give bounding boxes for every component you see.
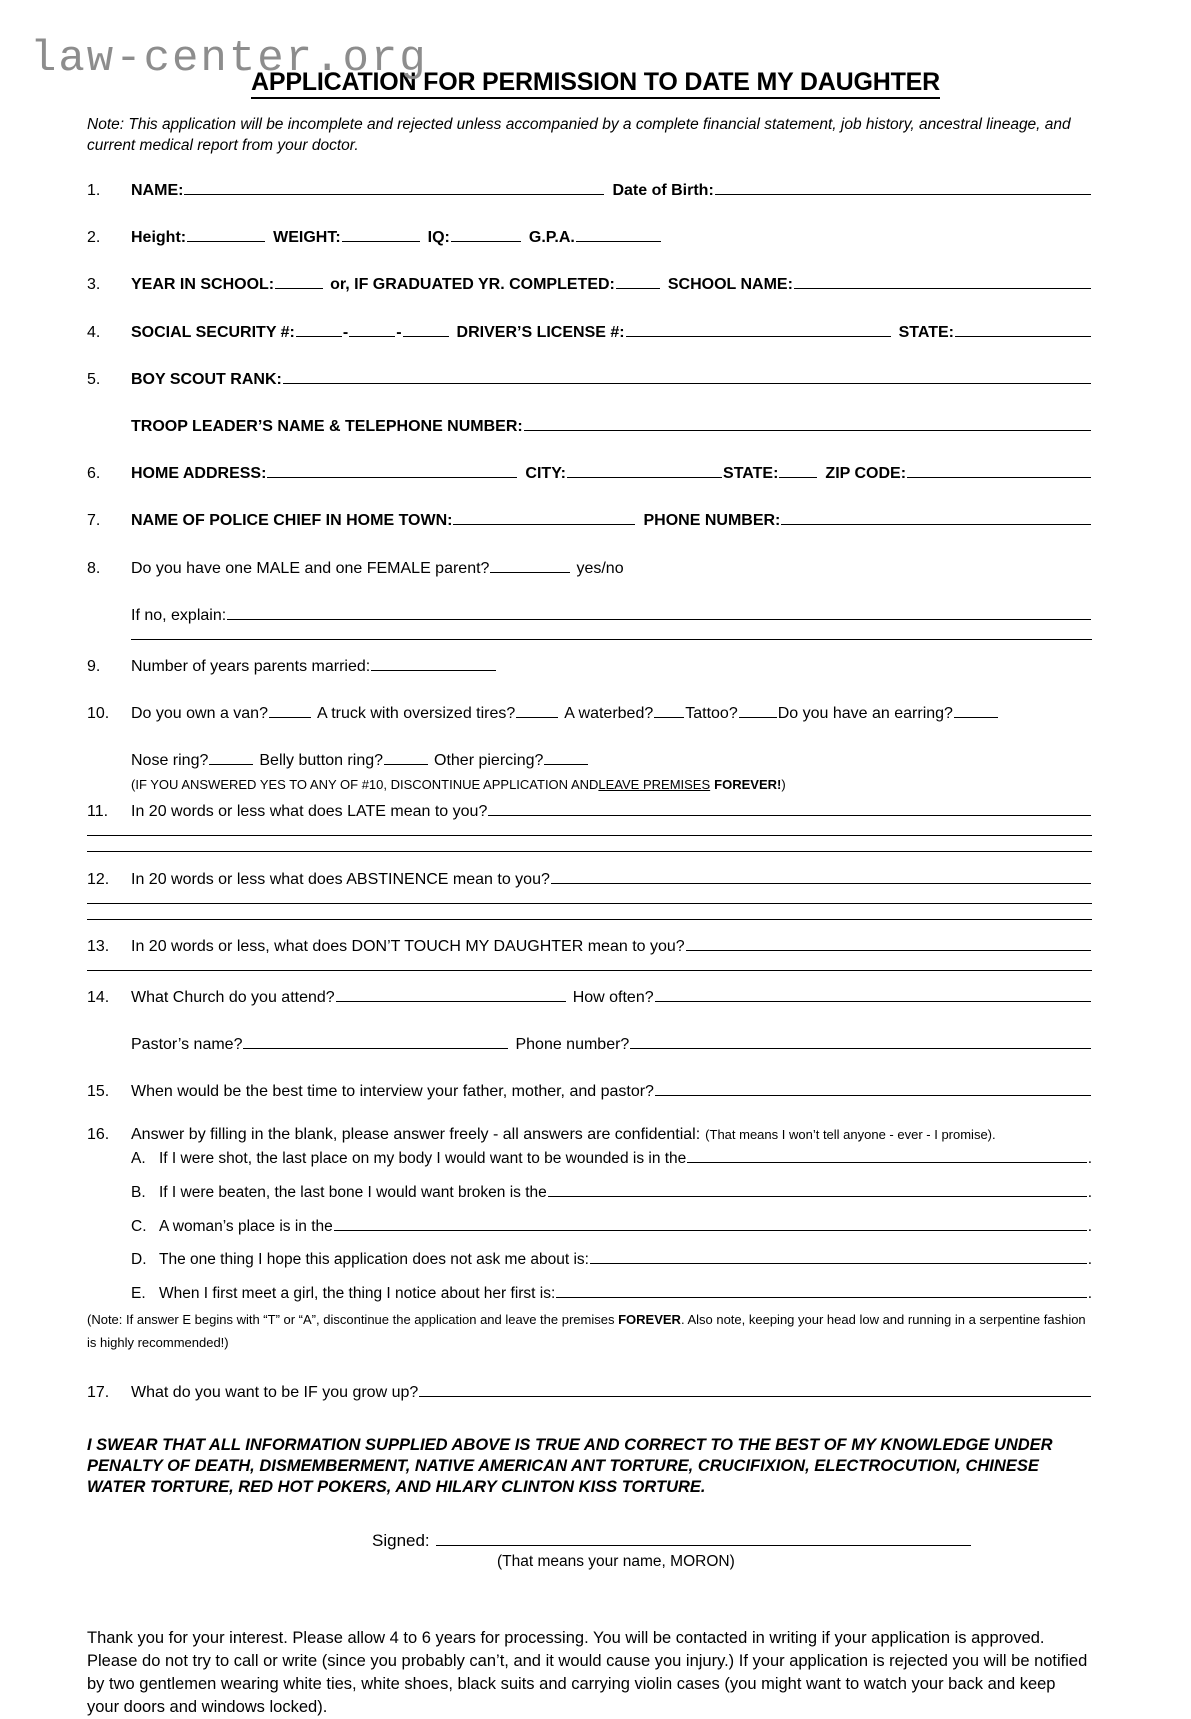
form-row-6 [87,462,1092,482]
label-school-name: SCHOOL NAME: [667,276,793,294]
ssn-dash-2: - [396,323,402,341]
form-row-2 [87,226,1092,246]
input-boy-scout-rank[interactable] [283,368,1091,384]
input-state[interactable] [779,462,817,478]
item-number-7: 7. [87,512,101,530]
item-number-12: 12. [87,870,110,888]
input-16b[interactable] [548,1181,1087,1197]
input-earring[interactable] [954,702,998,718]
item-number-13: 13. [87,937,110,955]
swear-statement: I SWEAR THAT ALL INFORMATION SUPPLIED ABOVE IS TRUE AND CORRECT TO THE BEST OF MY KNOWLEDGE UNDER PENALTY OF DEATH, DISMEMBERMENT, NATIVE AMERICAN ANT TORTURE, CRUCIFIXION, ELECTROCUTION, CHINESE WATER TORTURE, RED HOT POKERS, AND HILARY CLINTON KISS TORTURE. [87,1435,1053,1496]
input-16c[interactable] [334,1215,1087,1231]
input-own-van[interactable] [269,702,311,718]
sub-letter-c: C. [131,1217,147,1235]
label-dl-state: STATE: [898,323,954,341]
input-tattoo[interactable] [739,702,777,718]
label-troop-leader: TROOP LEADER’S NAME & TELEPHONE NUMBER: [131,417,523,435]
label-interview-time: When would be the best time to interview your father, mother, and pastor? [131,1083,654,1101]
sub-letter-b: B. [131,1183,146,1201]
input-16a[interactable] [687,1147,1086,1163]
label-police-phone: PHONE NUMBER: [643,512,781,530]
input-if-no-explain[interactable] [227,604,1091,620]
input-pastor-phone[interactable] [630,1033,1091,1049]
label-other-piercing: Other piercing? [434,752,544,770]
input-abstinence-meaning[interactable] [551,867,1091,883]
label-year-in-school: YEAR IN SCHOOL: [131,276,275,294]
input-zip-code[interactable] [907,462,1091,478]
form-row-16e [131,1282,1092,1303]
input-waterbed[interactable] [654,702,684,718]
note-16 [87,1309,1092,1355]
label-how-often: How often? [572,989,654,1007]
form-row-16b [131,1181,1092,1202]
label-tattoo: Tattoo? [685,705,738,723]
label-truck: A truck with oversized tires? [316,705,516,723]
label-16c: A woman’s place is in the [159,1217,333,1235]
input-years-married[interactable] [371,655,496,671]
label-city: CITY: [525,465,567,483]
item-number-5: 5. [87,370,101,388]
label-16b: If I were beaten, the last bone I would want broken is the [159,1183,547,1201]
label-abstinence-meaning: In 20 words or less what does ABSTINENCE mean to you? [131,870,550,888]
form-row-5-troop [87,415,1092,435]
label-state: STATE: [723,465,779,483]
label-grow-up: What do you want to be IF you grow up? [131,1383,419,1401]
input-parents-yesno[interactable] [490,556,570,572]
input-other-piercing[interactable] [544,749,588,765]
label-drivers-license: DRIVER’S LICENSE #: [456,323,625,341]
label-iq: IQ: [427,229,450,247]
input-16d[interactable] [590,1249,1087,1265]
input-dl-state[interactable] [955,320,1091,336]
note-16-part1: (Note: If answer E begins with “T” or “A”, discontinue the application and leave the premises [87,1312,619,1327]
sub-letter-e: E. [131,1285,146,1302]
item-number-16: 16. [87,1126,110,1144]
form-row-1 [87,179,1092,199]
label-weight: WEIGHT: [273,229,341,247]
input-iq[interactable] [451,226,521,242]
sub-letter-a: A. [131,1150,146,1168]
input-late-meaning[interactable] [488,800,1091,816]
label-16a: If I were shot, the last place on my body I would want to be wounded is in the [159,1150,687,1168]
input-city[interactable] [567,462,722,478]
label-own-van: Do you own a van? [131,705,268,723]
input-church[interactable] [336,986,566,1002]
input-belly-ring[interactable] [384,749,428,765]
label-years-married: Number of years parents married: [131,657,371,675]
label-q16-intro: Answer by filling in the blank, please answer freely - all answers are confidential: [131,1126,701,1144]
input-pastor-name[interactable] [243,1033,508,1049]
note-10-forever: FOREVER! [714,777,782,793]
input-height[interactable] [187,226,265,242]
signature-line [372,1528,1092,1551]
input-troop-leader[interactable] [524,415,1091,431]
item-number-11: 11. [87,803,109,821]
input-police-phone[interactable] [781,509,1091,525]
form-row-16 [87,1127,1092,1143]
item-number-17: 17. [87,1383,110,1401]
item-number-9: 9. [87,657,101,675]
item-number-1: 1. [87,182,101,200]
label-belly-ring: Belly button ring? [259,752,384,770]
ssn-dash-1: - [342,323,349,341]
input-yr-completed[interactable] [616,273,660,289]
note-16-forever: FOREVER [618,1312,681,1327]
form-row-16c [131,1215,1092,1236]
input-school-name[interactable] [794,273,1091,289]
label-late-meaning: In 20 words or less what does LATE mean to you? [131,803,488,821]
input-dont-touch-meaning[interactable] [686,935,1091,951]
top-note: Note: This application will be incomplete and rejected unless accompanied by a complete financial statement, job history, ancestral lineage, and current medical report from your doctor. [87,116,1071,154]
label-home-address: HOME ADDRESS: [131,465,267,483]
label-police-chief: NAME OF POLICE CHIEF IN HOME TOWN: [131,512,453,530]
period-16a: . [1087,1150,1092,1168]
page-title-text: APPLICATION FOR PERMISSION TO DATE MY DAUGHTER [251,68,940,99]
item-number-2: 2. [87,229,101,247]
input-gpa[interactable] [576,226,661,242]
input-how-often[interactable] [655,986,1091,1002]
form-row-8-ifno [87,604,1092,624]
input-year-in-school[interactable] [275,273,323,289]
label-if-no-explain: If no, explain: [131,606,227,624]
form-row-5 [87,368,1092,388]
label-zip-code: ZIP CODE: [825,465,907,483]
label-yes-no: yes/no [576,559,624,577]
note-10-part1: (IF YOU ANSWERED YES TO ANY OF #10, DISCONTINUE APPLICATION AND [131,777,599,793]
label-signed: Signed: [372,1531,430,1551]
form-row-10b [87,749,1092,769]
label-name: NAME: [131,182,184,200]
label-earring: Do you have an earring? [777,705,953,723]
item-number-6: 6. [87,465,101,483]
input-drivers-license[interactable] [626,320,891,336]
label-16e: When I first meet a girl, the thing I notice about her first is: [159,1285,556,1302]
input-name[interactable] [184,179,604,195]
form-row-13 [87,935,1092,955]
label-dont-touch-meaning: In 20 words or less, what does DON’T TOUCH MY DAUGHTER mean to you? [131,937,685,955]
label-gpa: G.P.A. [528,229,575,247]
form-row-10 [87,702,1092,722]
label-nose-ring: Nose ring? [131,752,209,770]
form-row-7 [87,509,1092,529]
note-10-underlined: LEAVE PREMISES [598,777,711,793]
form-content [87,115,1092,1719]
label-church: What Church do you attend? [131,989,335,1007]
input-weight[interactable] [342,226,420,242]
label-waterbed: A waterbed? [564,705,654,723]
input-date-of-birth[interactable] [715,179,1091,195]
item-number-8: 8. [87,559,101,577]
form-row-14b [87,1033,1092,1053]
form-row-16a [131,1147,1092,1168]
label-16d: The one thing I hope this application does not ask me about is: [159,1251,589,1269]
label-parents-question: Do you have one MALE and one FEMALE parent? [131,559,490,577]
form-row-3 [87,273,1092,293]
item-number-10: 10. [87,705,110,723]
period-16b: . [1087,1183,1092,1201]
form-row-12 [87,867,1092,887]
label-yr-completed: or, IF GRADUATED YR. COMPLETED: [330,276,615,294]
label-ssn: SOCIAL SECURITY #: [131,323,295,341]
note-16-part2: . Also note, keeping your head low and running in a serpentine fashion is highly recommended!) [87,1312,1086,1350]
form-row-17 [87,1381,1092,1401]
input-police-chief[interactable] [453,509,635,525]
input-ssn-part3[interactable] [403,320,449,336]
signature-sublabel: (That means your name, MORON) [497,1553,735,1571]
form-row-15 [87,1080,1092,1100]
period-16d: . [1087,1251,1092,1269]
signature-block [87,1528,1092,1571]
label-q16-paren: (That means I won’t tell anyone - ever - I promise). [705,1127,996,1143]
label-height: Height: [131,229,187,247]
form-row-16d [131,1249,1092,1270]
input-ssn-part2[interactable] [349,320,395,336]
form-row-14 [87,986,1092,1006]
closing-paragraph: Thank you for your interest. Please allow 4 to 6 years for processing. You will be contacted in writing if your application is approved. Please do not try to call or write (since you probably can’t, and it would cause you injury.) If your application is rejected you will be notified by two gentlemen wearing white ties, white shoes, black suits and carrying violin cases (you might want to watch your back and keep your doors and windows locked). [87,1629,1088,1717]
item-number-15: 15. [87,1083,110,1101]
input-truck[interactable] [516,702,558,718]
label-boy-scout-rank: BOY SCOUT RANK: [131,370,282,388]
input-ssn-part1[interactable] [296,320,342,336]
item-number-14: 14. [87,989,110,1007]
input-interview-time[interactable] [655,1080,1091,1096]
input-grow-up[interactable] [419,1381,1091,1397]
label-pastor-name: Pastor’s name? [131,1036,243,1054]
form-row-10-note [87,778,1092,791]
label-pastor-phone: Phone number? [515,1036,630,1054]
period-16e: . [1087,1285,1092,1302]
period-16c: . [1087,1217,1092,1235]
form-row-9 [87,655,1092,675]
form-row-11 [87,800,1092,820]
input-home-address[interactable] [267,462,517,478]
item-number-4: 4. [87,323,101,341]
item-number-3: 3. [87,276,101,294]
form-row-8 [87,556,1092,576]
label-date-of-birth: Date of Birth: [612,182,714,200]
form-row-4 [87,320,1092,340]
sub-letter-d: D. [131,1251,147,1269]
watermark-law-center: law-center.org [30,34,428,84]
input-nose-ring[interactable] [209,749,253,765]
input-signature[interactable] [436,1528,971,1546]
note-10-close: ) [781,777,786,793]
page-title [0,68,1191,97]
input-16e[interactable] [556,1282,1086,1298]
